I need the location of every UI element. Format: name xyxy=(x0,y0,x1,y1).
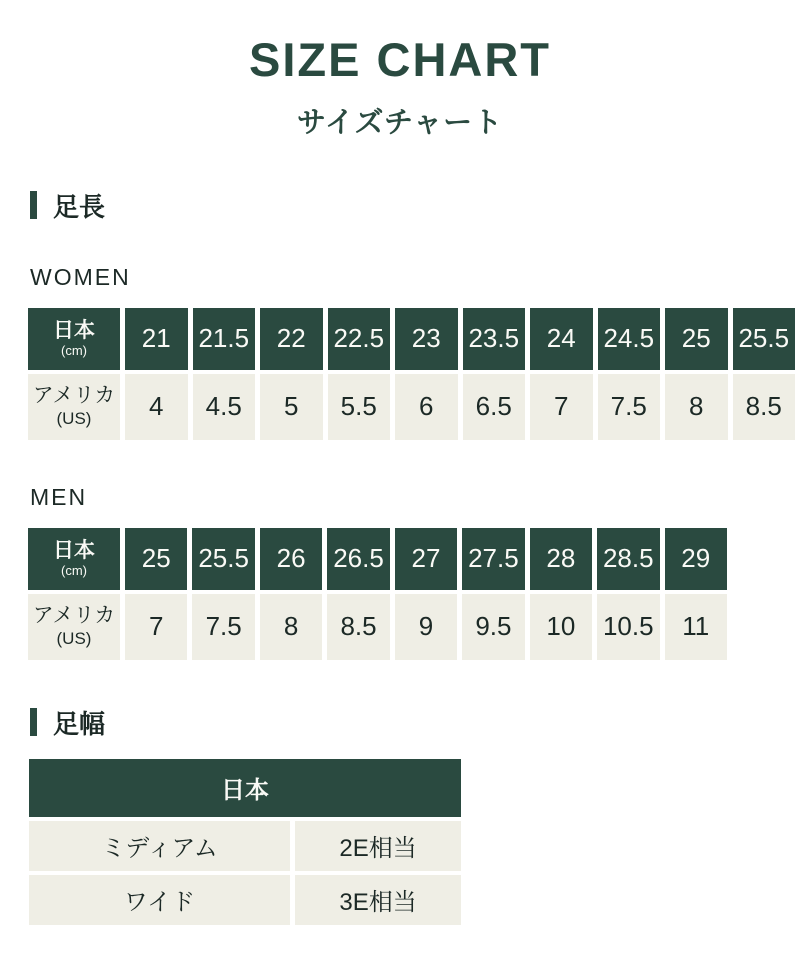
women-us-size-cell: 8.5 xyxy=(733,374,796,440)
men-group-label: MEN xyxy=(30,483,88,510)
men-jp-size-cell: 28.5 xyxy=(597,528,659,590)
men-jp-size-cell: 25 xyxy=(125,528,187,590)
women-jp-size-cell: 23.5 xyxy=(463,308,526,370)
section-bar-icon xyxy=(30,708,37,736)
men-jp-size-cell: 25.5 xyxy=(192,528,254,590)
section-foot-width xyxy=(30,704,800,741)
men-jp-label: 日本 xyxy=(53,538,95,562)
women-jp-size-cell: 25 xyxy=(665,308,728,370)
women-jp-unit: (cm) xyxy=(61,342,87,358)
women-us-size-cell: 8 xyxy=(665,374,728,440)
women-us-row xyxy=(28,374,795,440)
men-jp-unit: (cm) xyxy=(61,562,87,578)
men-us-size-cell: 8 xyxy=(260,594,322,660)
men-us-size-cell: 8.5 xyxy=(327,594,389,660)
women-us-unit: (US) xyxy=(56,408,92,428)
men-us-size-cell: 10 xyxy=(530,594,592,660)
foot-width-header: 日本 xyxy=(29,759,461,817)
men-us-size-cell: 11 xyxy=(665,594,728,660)
women-jp-size-cell: 21.5 xyxy=(193,308,256,370)
men-us-row-label xyxy=(28,594,120,660)
men-us-label: アメリカ xyxy=(32,604,116,628)
women-us-size-cell: 5.5 xyxy=(328,374,391,440)
foot-width-row xyxy=(29,821,461,871)
foot-width-name: ワイド xyxy=(29,875,290,925)
women-us-size-cell: 5 xyxy=(260,374,323,440)
women-jp-size-cell: 21 xyxy=(125,308,188,370)
foot-width-value: 3E相当 xyxy=(295,875,461,925)
foot-width-name: ミディアム xyxy=(29,821,290,871)
men-us-row xyxy=(28,594,727,660)
women-jp-size-cell: 22.5 xyxy=(328,308,391,370)
men-us-unit: (US) xyxy=(56,628,92,648)
section-foot-length xyxy=(30,187,800,224)
women-us-size-cell: 4.5 xyxy=(193,374,256,440)
section-foot-length-label: 足長 xyxy=(53,191,106,222)
men-jp-size-cell: 27 xyxy=(395,528,457,590)
foot-width-row xyxy=(29,875,461,925)
men-jp-size-cell: 26.5 xyxy=(327,528,389,590)
women-jp-size-cell: 24 xyxy=(530,308,593,370)
women-jp-size-cell: 22 xyxy=(260,308,323,370)
men-jp-size-cell: 27.5 xyxy=(462,528,524,590)
men-jp-size-cell: 26 xyxy=(260,528,322,590)
women-jp-row xyxy=(28,308,795,370)
women-us-size-cell: 6.5 xyxy=(463,374,526,440)
foot-width-header-row xyxy=(29,759,461,817)
men-us-size-cell: 10.5 xyxy=(597,594,659,660)
women-us-size-cell: 6 xyxy=(395,374,458,440)
women-group-label: WOMEN xyxy=(30,263,131,290)
women-jp-label: 日本 xyxy=(53,318,95,342)
women-jp-row-label xyxy=(28,308,120,370)
men-jp-row xyxy=(28,528,727,590)
page-subtitle: サイズチャート xyxy=(296,106,504,139)
women-jp-size-cell: 23 xyxy=(395,308,458,370)
women-jp-size-cell: 24.5 xyxy=(598,308,661,370)
women-us-row-label xyxy=(28,374,120,440)
section-bar-icon xyxy=(30,191,37,219)
men-jp-size-cell: 29 xyxy=(665,528,728,590)
page-title: SIZE CHART xyxy=(249,33,551,86)
women-us-label: アメリカ xyxy=(32,384,116,408)
men-us-size-cell: 7 xyxy=(125,594,187,660)
women-us-size-cell: 4 xyxy=(125,374,188,440)
men-jp-size-cell: 28 xyxy=(530,528,592,590)
men-us-size-cell: 7.5 xyxy=(192,594,254,660)
men-us-size-cell: 9.5 xyxy=(462,594,524,660)
men-us-size-cell: 9 xyxy=(395,594,457,660)
women-us-size-cell: 7.5 xyxy=(598,374,661,440)
foot-width-table xyxy=(24,755,466,929)
men-size-table xyxy=(23,524,732,664)
section-foot-width-label: 足幅 xyxy=(53,708,106,739)
women-jp-size-cell: 25.5 xyxy=(733,308,796,370)
men-jp-row-label xyxy=(28,528,120,590)
foot-width-value: 2E相当 xyxy=(295,821,461,871)
women-us-size-cell: 7 xyxy=(530,374,593,440)
women-size-table xyxy=(23,304,800,444)
